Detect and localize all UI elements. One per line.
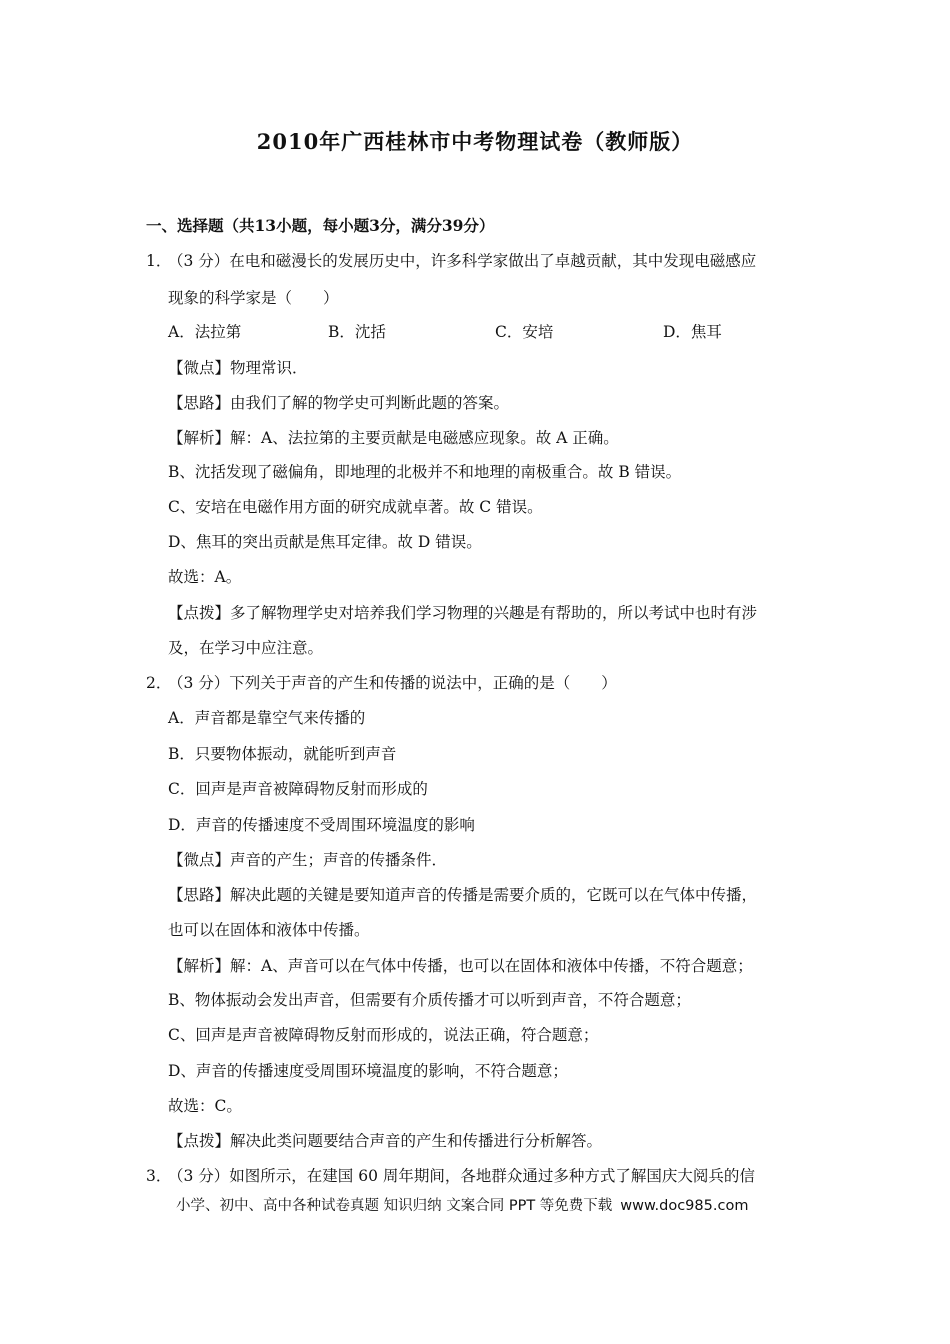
question-2-analysis-c: C、回声是声音被障碍物反射而形成的，说法正确，符合题意； [168,1026,599,1044]
page-footer [176,1196,748,1216]
question-1-answer: 故选：A。 [168,568,242,586]
question-1-analysis-d: D、焦耳的突出贡献是焦耳定律。故 D 错误。 [168,533,482,551]
question-1-option-c: C．安培 [495,323,554,341]
question-2-option-b: B．只要物体振动，就能听到声音 [168,745,397,763]
question-1-idea: 【思路】由我们了解的物学史可判断此题的答案。 [168,394,510,412]
footer-url[interactable]: www.doc985.com [620,1198,749,1214]
question-1-option-b: B．沈括 [328,323,386,341]
question-1-analysis-c: C、安培在电磁作用方面的研究成就卓著。故 C 错误。 [168,498,543,516]
section-heading: 一、选择题（共13小题，每小题3分，满分39分） [146,216,495,235]
question-1-analysis-b: B、沈括发现了磁偏角，即地理的北极并不和地理的南极重合。故 B 错误。 [168,463,682,481]
footer-text: 小学、初中、高中各种试卷真题 知识归纳 文案合同 PPT 等免费下载 [176,1198,613,1214]
question-2-answer: 故选：C。 [168,1097,242,1115]
question-1-stem [146,251,756,271]
question-3-number: 3． [146,1167,172,1185]
question-2-tip: 【点拨】解决此类问题要结合声音的产生和传播进行分析解答。 [168,1132,603,1150]
question-1-tip-line-2: 及，在学习中应注意。 [168,639,324,657]
question-1-option-d: D．焦耳 [663,323,722,341]
question-2-point: 【微点】声音的产生；声音的传播条件． [168,851,448,869]
question-1-stem-line-2: 现象的科学家是（ ） [168,289,339,307]
question-3-stem-text: （3 分）如图所示，在建国 60 周年期间，各地群众通过多种方式了解国庆大阅兵的信 [168,1167,755,1185]
question-2-number: 2． [146,674,172,692]
question-2-option-a: A．声音都是靠空气来传播的 [168,709,366,727]
question-1-options [168,322,868,342]
question-2-analysis-b: B、物体振动会发出声音，但需要有介质传播才可以听到声音，不符合题意； [168,991,691,1009]
question-2-idea-line-2: 也可以在固体和液体中传播。 [168,921,370,939]
question-2-idea-line-1: 【思路】解决此题的关键是要知道声音的传播是需要介质的，它既可以在气体中传播， [168,886,758,904]
question-2-option-c: C．回声是声音被障碍物反射而形成的 [168,780,428,798]
question-3-stem [146,1166,755,1186]
question-1-analysis: 【解析】解：A、法拉第的主要贡献是电磁感应现象。故 A 正确。 [168,429,619,447]
question-1-tip-line-1: 【点拨】多了解物理学史对培养我们学习物理的兴趣是有帮助的，所以考试中也时有涉 [168,604,758,622]
question-1-number: 1． [146,252,172,270]
question-1-option-a: A．法拉第 [168,323,242,341]
document-title: 2010年广西桂林市中考物理试卷（教师版） [256,129,694,154]
question-2-stem-text: （3 分）下列关于声音的产生和传播的说法中，正确的是（ ） [168,674,617,692]
question-2-option-d: D．声音的传播速度不受周围环境温度的影响 [168,816,475,834]
question-2-analysis: 【解析】解：A、声音可以在气体中传播，也可以在固体和液体中传播，不符合题意； [168,957,753,975]
question-2-stem [146,673,617,693]
question-1-point: 【微点】物理常识． [168,359,308,377]
question-2-analysis-d: D、声音的传播速度受周围环境温度的影响，不符合题意； [168,1062,568,1080]
question-1-stem-line-1: （3 分）在电和磁漫长的发展历史中，许多科学家做出了卓越贡献，其中发现电磁感应 [168,252,757,270]
